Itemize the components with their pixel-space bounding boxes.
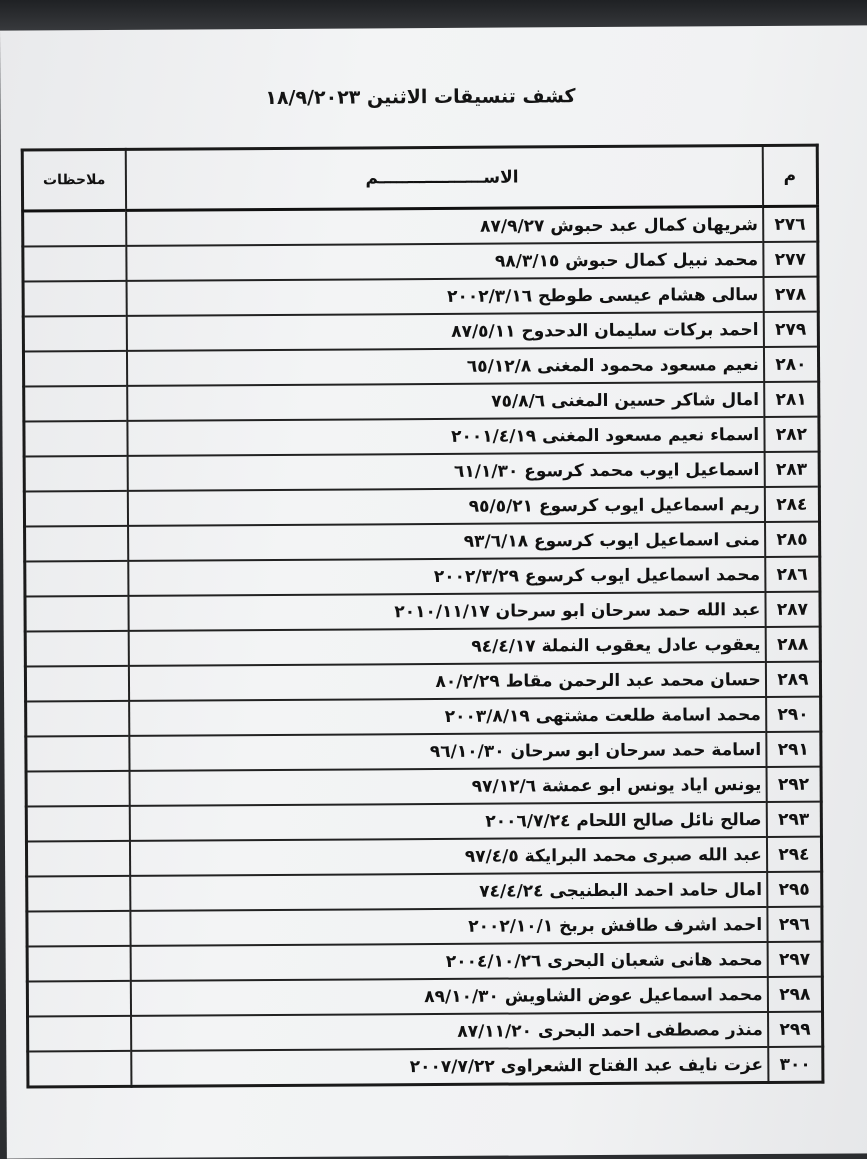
row-notes <box>27 981 130 1017</box>
table-row <box>26 697 821 737</box>
row-number: ٢٨٦ <box>765 557 820 592</box>
row-number: ٢٨٠ <box>764 347 819 382</box>
row-notes <box>26 771 129 807</box>
table-row <box>25 522 820 562</box>
table-row <box>26 732 821 772</box>
row-notes <box>25 631 128 667</box>
row-number: ٢٩٣ <box>766 802 821 837</box>
row-name: احمد بركات سليمان الدحدوح ٨٧/٥/١١ <box>126 312 763 351</box>
row-number: ٢٧٦ <box>763 206 818 242</box>
table-row <box>25 627 820 667</box>
row-number: ٢٨٣ <box>764 452 819 487</box>
row-name: شريهان كمال عبد حبوش ٨٧/٩/٢٧ <box>126 206 763 245</box>
table-row <box>27 872 822 912</box>
column-header-name: الاســــــــــــــــــم <box>125 145 763 210</box>
row-number: ٢٧٩ <box>763 312 818 347</box>
row-number: ٢٨٥ <box>765 522 820 557</box>
row-notes <box>28 1016 131 1052</box>
row-number: ٢٩١ <box>766 732 821 767</box>
row-name: سالى هشام عيسى طوطح ٢٠٠٢/٣/١٦ <box>126 277 763 316</box>
row-notes <box>23 351 126 387</box>
table-header-row <box>22 145 817 211</box>
row-notes <box>28 1051 131 1087</box>
document-title: كشف تنسيقات الاثنين ١٨/٩/٢٠٢٣ <box>265 85 576 110</box>
table-row <box>26 802 821 842</box>
row-number: ٢٩٨ <box>768 977 823 1012</box>
row-number: ٢٩٧ <box>767 942 822 977</box>
row-name: عزت نايف عبد الفتاح الشعراوى ٢٠٠٧/٧/٢٢ <box>131 1047 768 1086</box>
row-notes <box>26 841 129 877</box>
row-name: اسماعيل ايوب محمد كرسوع ٦١/١/٣٠ <box>127 452 764 491</box>
row-name: محمد اسماعيل عوض الشاويش ٨٩/١٠/٣٠ <box>130 977 767 1016</box>
table-row <box>28 1012 823 1052</box>
row-number: ٣٠٠ <box>768 1047 823 1083</box>
table-row <box>24 417 819 457</box>
table-row <box>27 942 822 982</box>
row-number: ٢٨٧ <box>765 592 820 627</box>
row-number: ٢٨٢ <box>764 417 819 452</box>
row-number: ٢٩٠ <box>766 697 821 732</box>
row-name: يونس اياد يونس ابو عمشة ٩٧/١٢/٦ <box>129 767 766 806</box>
row-number: ٢٩٢ <box>766 767 821 802</box>
row-name: نعيم مسعود محمود المغنى ٦٥/١٢/٨ <box>126 347 763 386</box>
row-number: ٢٩٤ <box>767 837 822 872</box>
row-notes <box>25 596 128 632</box>
row-number: ٢٧٨ <box>763 277 818 312</box>
row-name: حسان محمد عبد الرحمن مقاط ٨٠/٢/٢٩ <box>128 662 765 701</box>
row-name: محمد اسامة طلعت مشتهى ٢٠٠٣/٨/١٩ <box>129 697 766 736</box>
table-row <box>27 907 822 947</box>
row-number: ٢٩٩ <box>768 1012 823 1047</box>
row-notes <box>26 701 129 737</box>
table-row <box>23 242 818 282</box>
row-notes <box>23 316 126 352</box>
names-table <box>21 144 825 1089</box>
table-row <box>24 487 819 527</box>
row-name: اسامة حمد سرحان ابو سرحان ٩٦/١٠/٣٠ <box>129 732 766 771</box>
table-row <box>23 277 818 317</box>
table-row <box>25 557 820 597</box>
paper-sheet <box>0 25 867 1158</box>
table-row <box>27 977 822 1017</box>
row-name: صالح نائل صالح اللحام ٢٠٠٦/٧/٢٤ <box>129 802 766 841</box>
table-row <box>23 206 818 246</box>
row-name: منذر مصطفى احمد البحرى ٨٧/١١/٢٠ <box>131 1012 768 1051</box>
table-row <box>24 382 819 422</box>
table-row <box>23 312 818 352</box>
row-notes <box>24 421 127 457</box>
row-number: ٢٨١ <box>764 382 819 417</box>
row-name: امال حامد احمد البطنيجى ٧٤/٤/٢٤ <box>130 872 767 911</box>
row-notes <box>23 246 126 282</box>
row-notes <box>26 806 129 842</box>
column-header-number: م <box>762 145 817 206</box>
row-name: اسماء نعيم مسعود المغنى ٢٠٠١/٤/١٩ <box>127 417 764 456</box>
row-number: ٢٧٧ <box>763 242 818 277</box>
row-name: يعقوب عادل يعقوب النملة ٩٤/٤/١٧ <box>128 627 765 666</box>
row-notes <box>25 526 128 562</box>
column-header-notes: ملاحظات <box>22 149 125 211</box>
table-row <box>25 662 820 702</box>
table-row <box>25 592 820 632</box>
row-notes <box>25 666 128 702</box>
row-name: عبد الله حمد سرحان ابو سرحان ٢٠١٠/١١/١٧ <box>128 592 765 631</box>
row-name: عبد الله صبرى محمد البرايكة ٩٧/٤/٥ <box>129 837 766 876</box>
row-notes <box>24 456 127 492</box>
row-notes <box>27 876 130 912</box>
table-row <box>24 452 819 492</box>
row-notes <box>23 210 126 246</box>
row-notes <box>26 736 129 772</box>
row-notes <box>23 281 126 317</box>
row-name: محمد اسماعيل ايوب كرسوع ٢٠٠٢/٣/٢٩ <box>128 557 765 596</box>
row-number: ٢٨٨ <box>765 627 820 662</box>
row-name: منى اسماعيل ايوب كرسوع ٩٣/٦/١٨ <box>128 522 765 561</box>
row-number: ٢٨٩ <box>766 662 821 697</box>
table-row <box>26 767 821 807</box>
row-name: ريم اسماعيل ايوب كرسوع ٩٥/٥/٢١ <box>127 487 764 526</box>
row-name: محمد هانى شعبان البحرى ٢٠٠٤/١٠/٢٦ <box>130 942 767 981</box>
row-name: احمد اشرف طافش بربخ ٢٠٠٢/١٠/١ <box>130 907 767 946</box>
row-name: امال شاكر حسين المغنى ٧٥/٨/٦ <box>127 382 764 421</box>
table-body <box>23 206 823 1087</box>
row-notes <box>24 386 127 422</box>
table-row <box>28 1047 823 1087</box>
row-number: ٢٨٤ <box>765 487 820 522</box>
row-number: ٢٩٦ <box>767 907 822 942</box>
row-notes <box>27 946 130 982</box>
row-notes <box>25 561 128 597</box>
row-number: ٢٩٥ <box>767 872 822 907</box>
row-notes <box>27 911 130 947</box>
table-row <box>23 347 818 387</box>
row-notes <box>24 491 127 527</box>
table-row <box>26 837 821 877</box>
row-name: محمد نبيل كمال حبوش ٩٨/٣/١٥ <box>126 242 763 281</box>
